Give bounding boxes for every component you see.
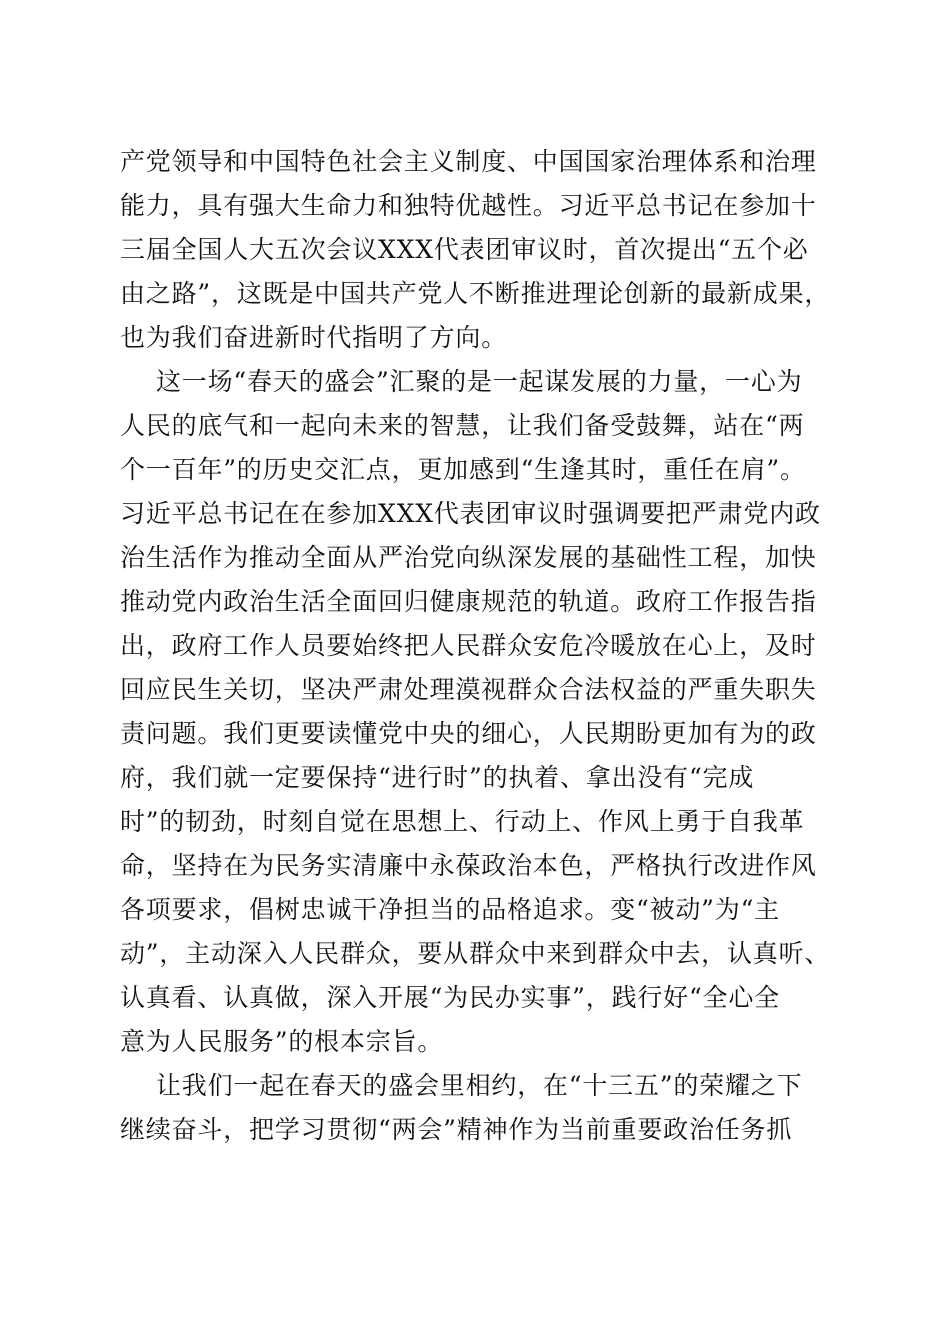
text-line: 责问题。我们更要读懂党中央的细心，人民期盼更加有为的政 — [120, 719, 817, 748]
text-line: 习近平总书记在在参加XXX代表团审议时强调要把严肃党内政 — [120, 499, 821, 528]
text-line: 命，坚持在为民务实清廉中永葆政治本色，严格执行改进作风 — [120, 851, 817, 880]
text-line: 能力，具有强大生命力和独特优越性。习近平总书记在参加十 — [120, 191, 817, 220]
text-line: 动”，主动深入人民群众，要从群众中来到群众中去，认真听、 — [120, 939, 831, 968]
text-line: 产党领导和中国特色社会主义制度、中国国家治理体系和治理 — [120, 147, 817, 176]
text-line: 出，政府工作人员要始终把人民群众安危冷暖放在心上，及时 — [120, 631, 817, 660]
text-line: 府，我们就一定要保持“进行时”的执着、拿出没有“完成 — [120, 763, 755, 792]
text-line: 由之路”，这既是中国共产党人不断推进理论创新的最新成果， — [120, 279, 831, 308]
text-line: 意为人民服务”的根本宗旨。 — [120, 1027, 444, 1056]
paragraph-2 — [120, 360, 832, 1064]
paragraph-3 — [120, 1064, 832, 1152]
text-line: 继续奋斗，把学习贯彻“两会”精神作为当前重要政治任务抓 — [120, 1115, 793, 1144]
text-line: 也为我们奋进新时代指明了方向。 — [120, 323, 508, 352]
text-line: 让我们一起在春天的盛会里相约，在“十三五”的荣耀之下 — [156, 1071, 803, 1100]
text-line: 三届全国人大五次会议XXX代表团审议时，首次提出“五个必 — [120, 235, 809, 264]
text-line: 认真看、认真做，深入开展“为民办实事”，践行好“全心全 — [120, 983, 780, 1012]
text-line: 个一百年”的历史交汇点，更加感到“生逢其时，重任在肩”。 — [120, 455, 806, 484]
text-line: 这一场“春天的盛会”汇聚的是一起谋发展的力量，一心为 — [156, 367, 803, 396]
text-line: 时”的韧劲，时刻自觉在思想上、行动上、作风上勇于自我革 — [120, 807, 805, 836]
text-line: 各项要求，倡树忠诚干净担当的品格追求。变“被动”为“主 — [120, 895, 780, 924]
text-line: 推动党内政治生活全面回归健康规范的轨道。政府工作报告指 — [120, 587, 817, 616]
text-line: 人民的底气和一起向未来的智慧，让我们备受鼓舞，站在“两 — [120, 411, 805, 440]
paragraph-1 — [120, 140, 832, 360]
text-line: 回应民生关切，坚决严肃处理漠视群众合法权益的严重失职失 — [120, 675, 817, 704]
text-line: 治生活作为推动全面从严治党向纵深发展的基础性工程，加快 — [120, 543, 817, 572]
body-text — [120, 140, 832, 1152]
